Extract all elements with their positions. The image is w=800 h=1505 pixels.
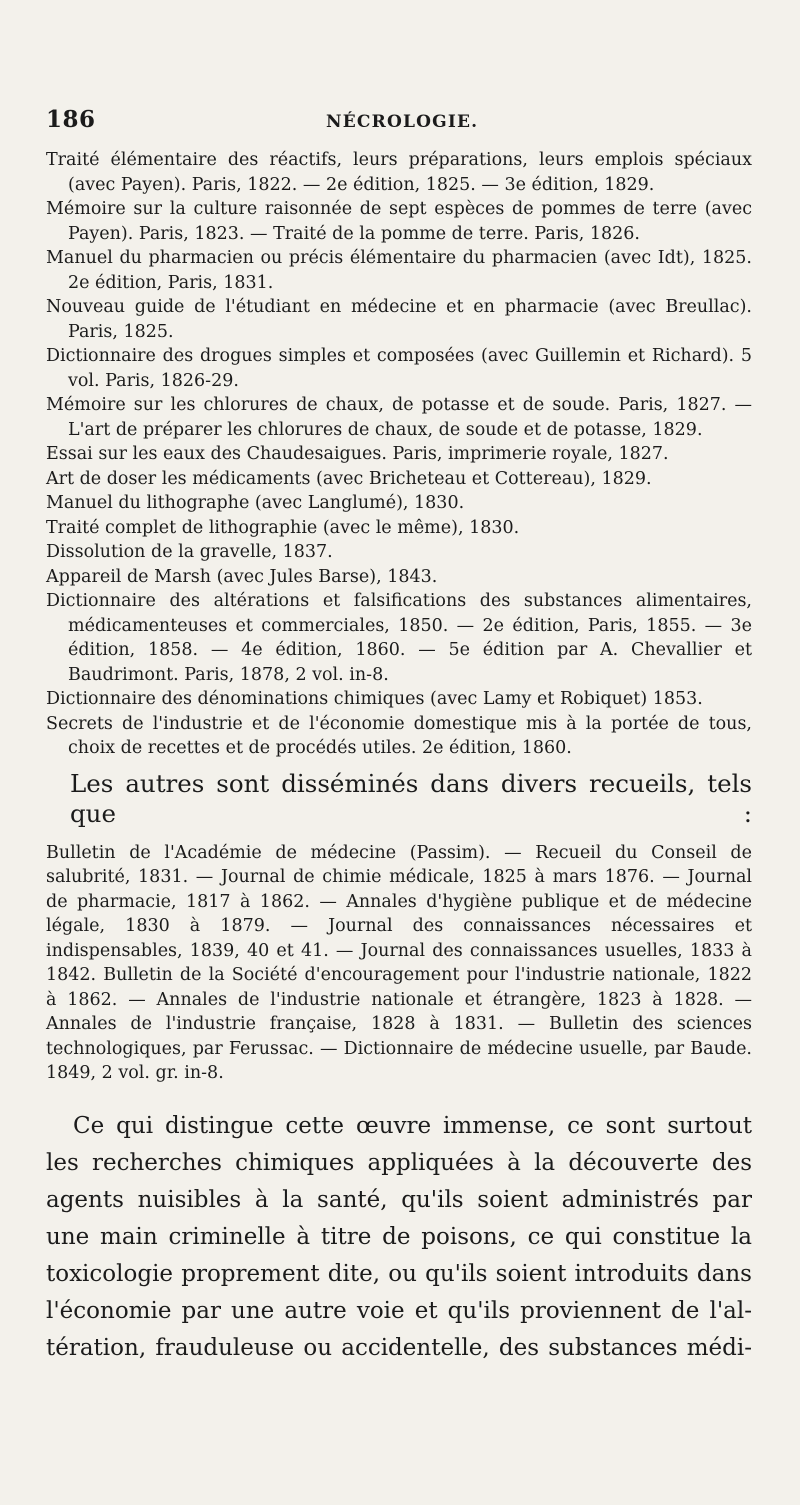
closing-paragraph [46, 1108, 752, 1367]
paragraph-line: agents nuisibles à la santé, qu'ils soient administrés par [46, 1186, 752, 1213]
bibliography-entry: Manuel du lithographe (avec Langlumé), 1830. [46, 493, 465, 513]
bibliography-list [46, 148, 752, 761]
paragraph-line: tération, frauduleuse ou accidentelle, des substances médi- [46, 1334, 752, 1361]
page-header [46, 100, 752, 148]
page-number: 186 [46, 106, 96, 133]
paragraph-line: Ce qui distingue cette œuvre immense, ce sont surtout [73, 1112, 752, 1139]
journals-paragraph: Bulletin de l'Académie de médecine (Passim). — Recueil du Conseil de salubrité, 1831. — Journal de chimie médicale, 1825 à mars 1876. — Journal de pharmacie, 1817 à 1862. — Annales d'hygiène publique et de médecine légale, 1830 à 1879. — Journal des connaissances nécessaires et indispensables, 1839, 40 et 41. — Journal des connaissances usuelles, 1833 à 1842. Bulletin de la Société d'encouragement pour l'industrie nationale, 1822 à 1862. — Annales de l'industrie nationale et étrangère, 1823 à 1828. — Annales de l'industrie française, 1828 à 1831. — Bulletin des sciences technologiques, par Ferussac. — Dictionnaire de médecine usuelle, par Baude. 1849, 2 vol. gr. in-8. [46, 842, 752, 1083]
bibliography-entry: Dictionnaire des drogues simples et composées (avec Guillemin et Richard). 5 vol. Paris, 1826-29. [46, 346, 752, 391]
bibliography-entry: Mémoire sur la culture raisonnée de sept espèces de pommes de terre (avec Payen). Paris, 1823. — Traité de la pomme de terre. Paris, 1826. [46, 199, 752, 244]
bibliography-entry: Dictionnaire des dénominations chimiques (avec Lamy et Robiquet) 1853. [46, 689, 703, 709]
paragraph-line: l'économie par une autre voie et qu'ils proviennent de l'al- [46, 1297, 752, 1324]
paragraph-line: toxicologie proprement dite, ou qu'ils soient introduits dans [46, 1260, 752, 1287]
bibliography-entry: Dictionnaire des altérations et falsifications des substances alimentaires, médicamenteuses et commerciales, 1850. — 2e édition, Paris, 1855. — 3e édition, 1858. — 4e édition, 1860. — 5e édition par A. Chevallier et Baudrimont. Paris, 1878, 2 vol. in-8. [46, 591, 752, 685]
bibliography-entry: Appareil de Marsh (avec Jules Barse), 1843. [46, 566, 438, 587]
running-title: NÉCROLOGIE. [326, 112, 479, 132]
bibliography-entry: Traité complet de lithographie (avec le même), 1830. [46, 517, 520, 538]
bibliography-entry: Traité élémentaire des réactifs, leurs préparations, leurs emplois spéciaux (avec Payen). Paris, 1822. — 2e édition, 1825. — 3e édition, 1829. [46, 150, 752, 195]
bibliography-entry: Manuel du pharmacien ou précis élémentaire du pharmacien (avec Idt), 1825. 2e édition, Paris, 1831. [46, 248, 752, 293]
bibliography-entry: Dissolution de la gravelle, 1837. [46, 542, 333, 562]
paragraph-line: une main criminelle à titre de poisons, ce qui constitue la [46, 1223, 752, 1250]
bibliography-entry: Secrets de l'industrie et de l'économie domestique mis à la portée de tous, choix de recettes et de procédés utiles. 2e édition, 1860. [46, 713, 752, 758]
bibliography-entry: Essai sur les eaux des Chaudesaigues. Paris, imprimerie royale, 1827. [46, 444, 669, 464]
bibliography-entry: Nouveau guide de l'étudiant en médecine et en pharmacie (avec Breullac). Paris, 1825. [46, 297, 752, 342]
bibliography-entry: Art de doser les médicaments (avec Bricheteau et Cottereau), 1829. [46, 468, 652, 489]
section-intro: Les autres sont disséminés dans divers recueils, tels que : [70, 768, 752, 828]
bibliography-entry: Mémoire sur les chlorures de chaux, de potasse et de soude. Paris, 1827. — L'art de préparer les chlorures de chaux, de soude et de potasse, 1829. [46, 395, 752, 440]
paragraph-line: les recherches chimiques appliquées à la découverte des [46, 1149, 752, 1176]
